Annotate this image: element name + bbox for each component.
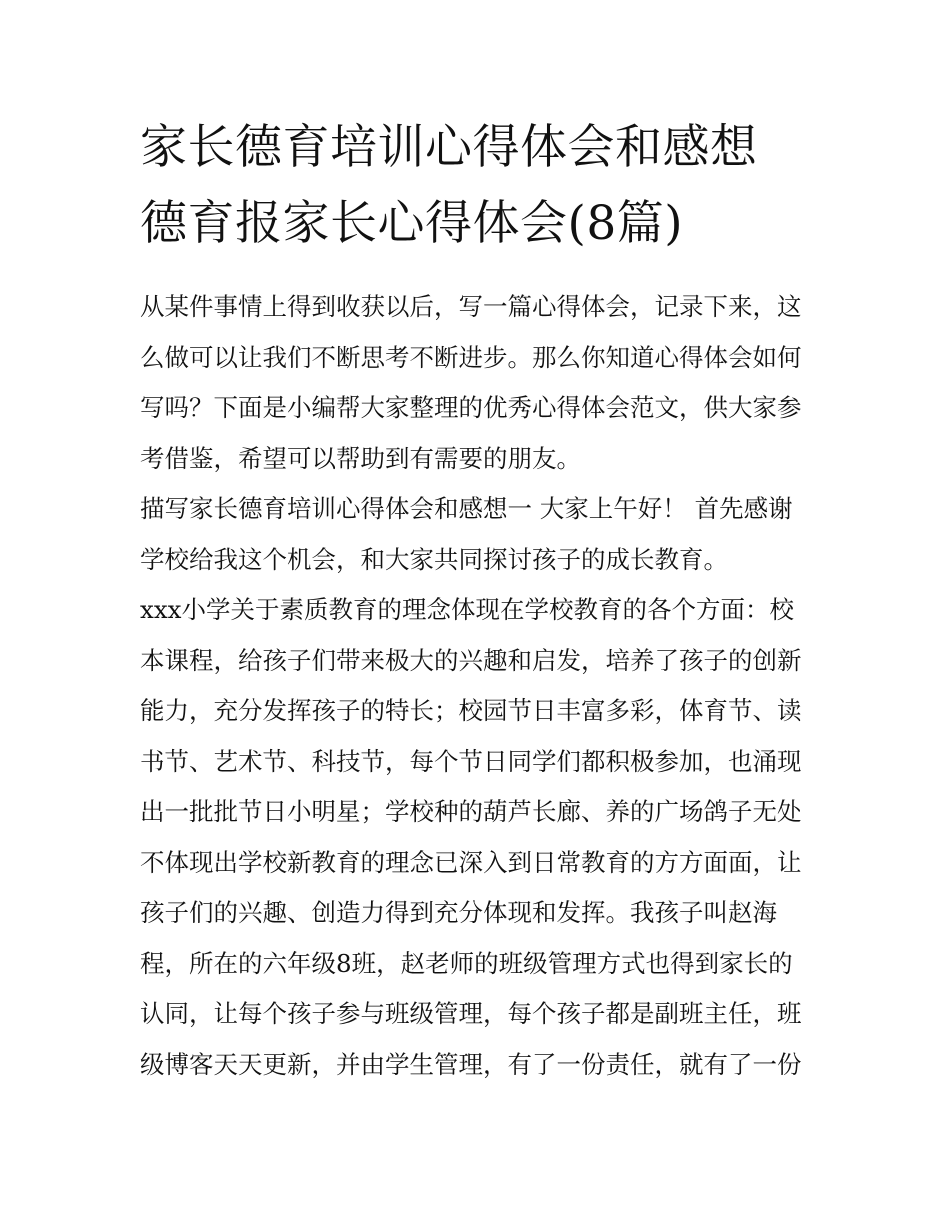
text-line: 出一批批节日小明星；学校种的葫芦长廊、养的广场鸽子无处	[140, 797, 802, 826]
document-title	[140, 110, 812, 262]
text-line: 从某件事情上得到收获以后，写一篇心得体会，记录下来，这	[140, 292, 802, 321]
text-line: 么做可以让我们不断思考不断进步。那么你知道心得体会如何	[140, 342, 802, 372]
text-line: 不体现出学校新教育的理念已深入到日常教育的方方面面，让	[140, 847, 802, 877]
text-line: xxx小学关于素质教育的理念体现在学校教育的各个方面：校	[140, 595, 794, 624]
text-line: 孩子们的兴趣、创造力得到充分体现和发挥。我孩子叫赵海	[140, 898, 777, 927]
document-page	[140, 110, 812, 1090]
text-line: 认同，让每个孩子参与班级管理，每个孩子都是副班主任，班	[140, 999, 802, 1028]
text-line: 描写家长德育培训心得体会和感想一 大家上午好！ 首先感谢	[140, 494, 793, 523]
text-line: 级博客天天更新，并由学生管理，有了一份责任，就有了一份	[140, 1049, 802, 1079]
title-line-2: 德育报家长心得体会(8篇)	[140, 196, 684, 251]
document-body	[140, 282, 812, 1090]
intro-paragraph	[140, 282, 812, 484]
title-line-1: 家长德育培训心得体会和感想	[140, 120, 758, 175]
greeting-paragraph	[140, 484, 812, 585]
text-line: 考借鉴，希望可以帮助到有需要的朋友。	[140, 443, 581, 473]
text-line: 书节、艺术节、科技节，每个节日同学们都积极参加，也涌现	[140, 746, 802, 776]
text-line: 程，所在的六年级8班，赵老师的班级管理方式也得到家长的	[140, 948, 793, 978]
text-line: 写吗？下面是小编帮大家整理的优秀心得体会范文，供大家参	[140, 393, 802, 422]
text-line: 学校给我这个机会，和大家共同探讨孩子的成长教育。	[140, 544, 728, 574]
text-line: 本课程，给孩子们带来极大的兴趣和启发，培养了孩子的创新	[140, 645, 802, 675]
school-paragraph	[140, 585, 812, 1090]
text-line: 能力，充分发挥孩子的特长；校园节日丰富多彩，体育节、读	[140, 696, 802, 725]
